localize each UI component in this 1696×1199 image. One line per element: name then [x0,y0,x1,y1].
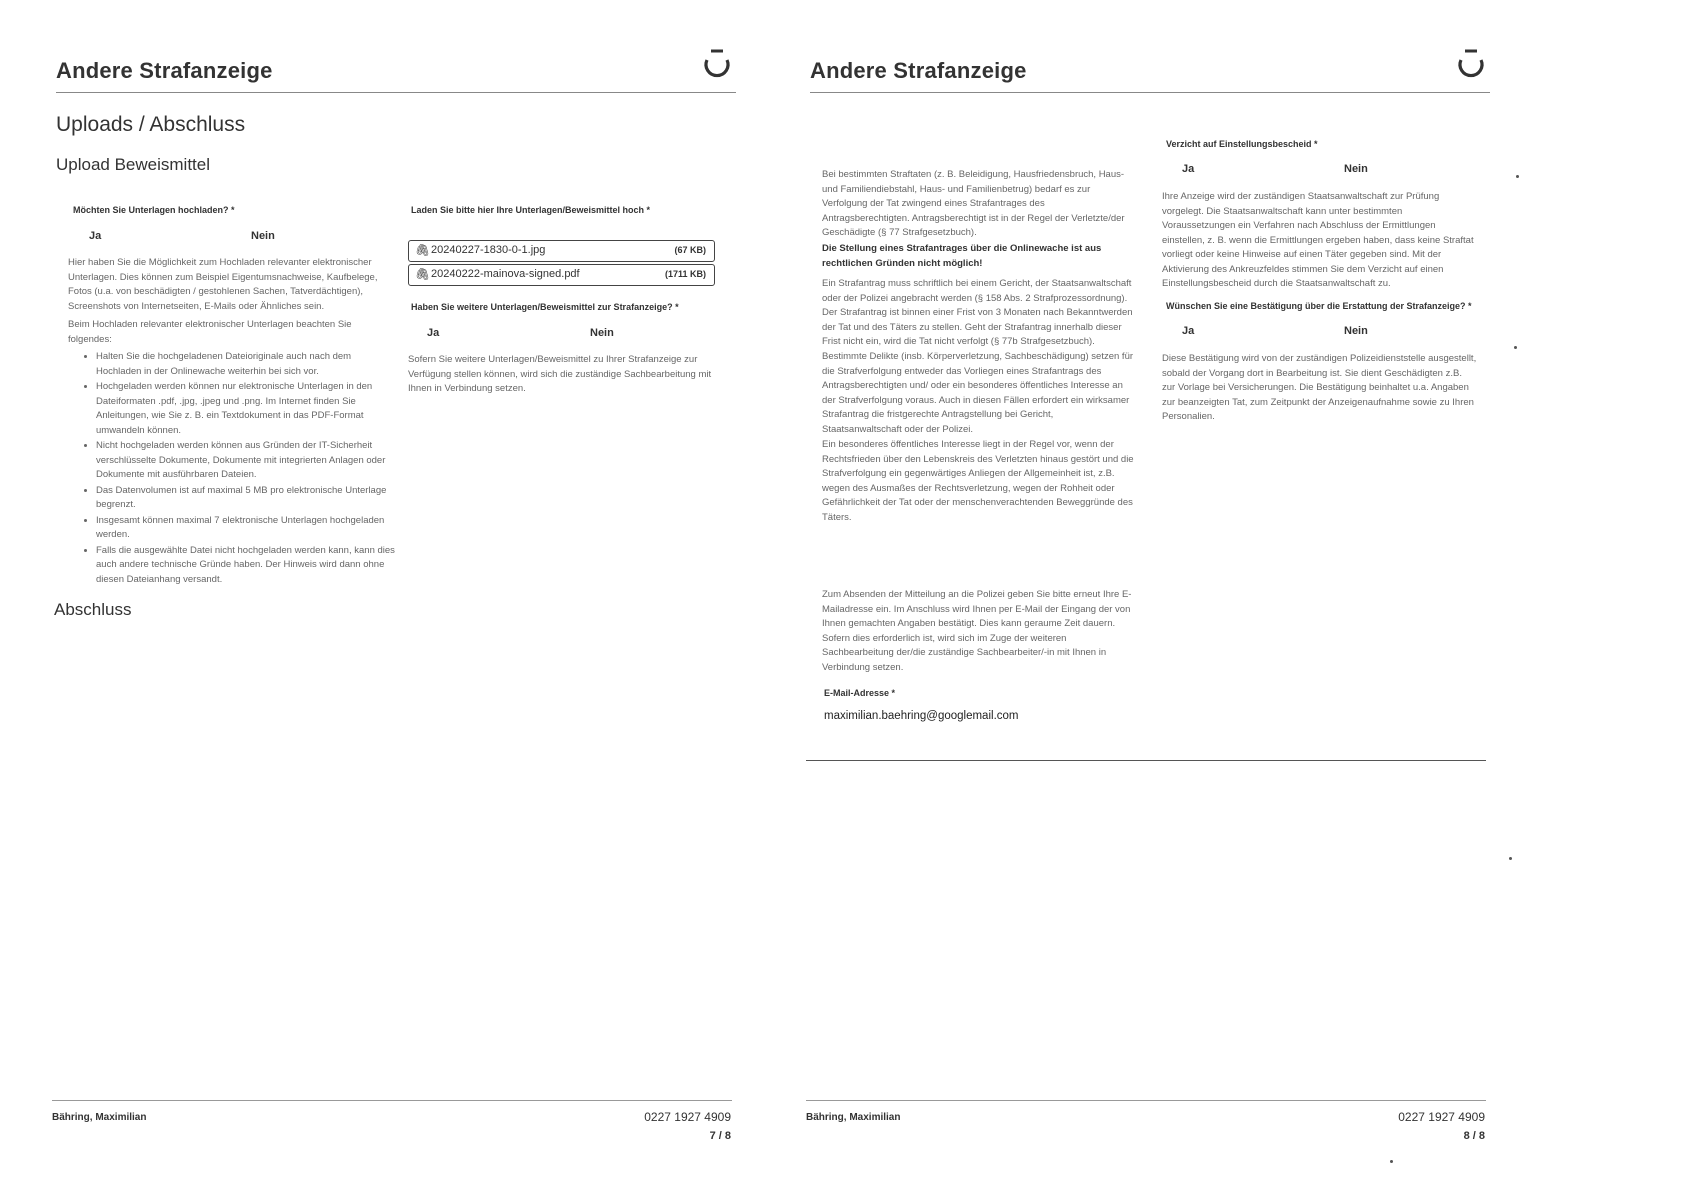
footer-page-number: 8 / 8 [1463,1130,1485,1142]
closing-heading: Abschluss [54,600,132,619]
upload-note-text: Beim Hochladen relevanter elektronischer Unterlagen beachten Sie folgendes: [68,319,352,345]
option-yes[interactable]: Ja [1182,325,1195,337]
header-divider [810,92,1490,93]
scan-speck [1509,857,1512,860]
info-paragraph: Bei bestimmten Straftaten (z. B. Beleidigung, Hausfriedensbruch, Haus- und Familiendiebstahl, Haus- und Familienbetrug) bedarf es zur Verfolgung der Tat zwingend eines Strafantrages des Antragsberechtigten. Antragsberechtigt ist in der Regel der Verletzte/der Geschädigte (§ 77 Strafgesetzbuch). [822,169,1125,238]
list-item: • Nicht hochgeladen werden können aus Gründen der IT-Sicherheit verschlüsselte Dokumente, Dokumente mit integrierten Anlagen oder Dokumente mit ausführbaren Dateien. [96,439,396,483]
header-divider [56,92,736,93]
file-name: 20240227-1830-0-1.jpg [431,244,546,256]
scan-speck [1516,175,1519,178]
email-field[interactable]: maximilian.baehring@googlemail.com [824,710,1019,722]
email-label: E-Mail-Adresse * [824,688,896,698]
question-upload: Möchten Sie Unterlagen hochladen? * [73,205,235,215]
footer-name: Bähring, Maximilian [52,1112,147,1123]
footer-name: Bähring, Maximilian [806,1112,901,1123]
list-item: • Falls die ausgewählte Datei nicht hochgeladen werden kann, kann dies auch andere technische Gründe haben. Der Hinweis wird dann ohne diesen Dateianhang versandt. [96,544,396,588]
upload-rules-list [80,350,396,588]
file-size: (1711 KB) [664,269,706,279]
scan-speck [1514,346,1517,349]
list-item: • Halten Sie die hochgeladenen Dateioriginale auch nach dem Hochladen in der Onlinewache weiterhin bei sich vor. [96,350,396,379]
waiver-info: Ihre Anzeige wird der zuständigen Staatsanwaltschaft zur Prüfung vorgelegt. Die Staatsanwaltschaft kann unter bestimmten Voraussetzungen ein Verfahren nach Abschluss der Ermittlungen einstellen, z. B. wenn die Ermittlungen ergeben haben, dass keine Straftat vorliegt oder keine Hinweise auf einen Täter gegeben sind. Mit der Aktivierung des Ankreuzfeldes stimmen Sie dem Verzicht auf einen Einstellungsbescheid durch die Staatsanwaltschaft zu. [1162,191,1474,289]
confirmation-info: Diese Bestätigung wird von der zuständigen Polizeidienststelle ausgestellt, sobald der Vorgang dort in Bearbeitung ist. Sie dient Geschädigten z.B. zur Vorlage bei Versicherungen. Die Bestätigung beinhaltet u.a. Angaben zur beanzeigten Tat, zum Zeitpunkt der Anzeigenaufnahme sowie zu Ihren Personalien. [1162,353,1477,422]
footer-phone: 0227 1927 4909 [1398,1110,1485,1124]
question-more-files: Haben Sie weitere Unterlagen/Beweismittel zur Strafanzeige? * [411,302,679,312]
logo-icon [1456,48,1486,82]
section-title: Uploads / Abschluss [56,113,246,136]
option-no[interactable]: Nein [1344,325,1368,337]
footer-divider [806,1100,1486,1101]
info-warning: Die Stellung eines Strafantrages über die Onlinewache ist aus rechtlichen Gründen nicht möglich! [822,243,1102,269]
list-item: • Insgesamt können maximal 7 elektronische Unterlagen hochgeladen werden. [96,514,396,543]
logo-icon [702,48,732,82]
option-yes[interactable]: Ja [89,230,102,242]
scan-speck [1390,1160,1393,1163]
paperclip-icon: 🖇 [415,267,431,281]
footer-page-number: 7 / 8 [709,1130,731,1142]
option-no[interactable]: Nein [251,230,275,242]
file-name: 20240222-mainova-signed.pdf [431,268,580,280]
question-confirmation: Wünschen Sie eine Bestätigung über die Erstattung der Strafanzeige? * [1166,301,1472,311]
paperclip-icon: 🖇 [415,243,431,257]
list-item: • Das Datenvolumen ist auf maximal 5 MB pro elektronische Unterlage begrenzt. [96,484,396,513]
submit-info: Zum Absenden der Mitteilung an die Polizei geben Sie bitte erneut Ihre E-Mailadresse ein. Im Anschluss wird Ihnen per E-Mail der Eingang der von Ihnen gemachten Angaben bestätigt. Dies kann geraume Zeit dauern. Sofern dies erforderlich ist, wird sich im Zuge der weiteren Sachbearbeitung der/die zuständige Sachbearbeiter/-in mit Ihnen in Verbindung setzen. [822,589,1132,673]
info-paragraph: Ein Strafantrag muss schriftlich bei einem Gericht, der Staatsanwaltschaft oder der Polizei angebracht werden (§ 158 Abs. 2 Strafprozessordnung). Der Strafantrag ist binnen einer Frist von 3 Monaten nach Bekanntwerden der Tat und des Täters zu stellen. Geht der Strafantrag innerhalb dieser Frist nicht ein, wird die Tat nicht verfolgt (§ 77b Strafgesetzbuch). [822,278,1133,347]
footer-divider [52,1100,732,1101]
info-paragraph: Ein besonderes öffentliches Interesse liegt in der Regel vor, wenn der Rechtsfrieden über den Lebenskreis des Verletzten hinaus gestört und die Strafverfolgung ein gegenwärtiges Anliegen der Allgemeinheit ist, z.B. wegen des Ausmaßes der Rechtsverletzung, wegen der Rohheit oder Gefährlichkeit der Tat oder der menschenverachtenden Beweggründe des Täters. [822,439,1134,523]
question-waiver: Verzicht auf Einstellungsbescheid * [1166,139,1318,149]
list-item: • Hochgeladen werden können nur elektronische Unterlagen in den Dateiformaten .pdf, .jpg, .jpeg und .png. Im Internet finden Sie Anleitungen, wie Sie z. B. ein Textdokument in das PDF-Format umwandeln können. [96,380,396,438]
upload-heading: Upload Beweismittel [56,155,211,174]
uploaded-file-item[interactable] [408,240,715,262]
option-yes[interactable]: Ja [427,327,440,339]
question-files: Laden Sie bitte hier Ihre Unterlagen/Beweismittel hoch * [411,205,651,215]
uploaded-file-item[interactable] [408,264,715,286]
option-no[interactable]: Nein [590,327,614,339]
more-files-info: Sofern Sie weitere Unterlagen/Beweismittel zu Ihrer Strafanzeige zur Verfügung stellen können, wird sich die zuständige Sachbearbeitung mit Ihnen in Verbindung setzen. [408,354,712,394]
info-paragraph: Bestimmte Delikte (insb. Körperverletzung, Sachbeschädigung) setzen für die Strafverfolgung entweder das Vorliegen eines Strafantrags des Antragsberechtigten und/ oder ein besonderes öffentliches Interesse an der Strafverfolgung voraus. Auch in diesen Fällen erfordert ein wirksamer Strafantrag die fristgerechte Antragstellung bei Gericht, Staatsanwaltschaft oder der Polizei. [822,351,1134,435]
header-title: Andere Strafanzeige [810,58,1027,83]
header-title: Andere Strafanzeige [56,58,273,83]
section-divider [806,760,1486,761]
option-no[interactable]: Nein [1344,163,1368,175]
footer-phone: 0227 1927 4909 [644,1110,731,1124]
option-yes[interactable]: Ja [1182,163,1195,175]
file-size: (67 KB) [674,245,706,255]
upload-intro-text: Hier haben Sie die Möglichkeit zum Hochladen relevanter elektronischer Unterlagen. Dies können zum Beispiel Eigentumsnachweise, Kaufbelege, Fotos (u.a. von beschädigten / gestohlenen Sachen, Tatverdächtigen), Screenshots von Internetseiten, E-Mails oder Ähnliches sein. [68,257,378,312]
